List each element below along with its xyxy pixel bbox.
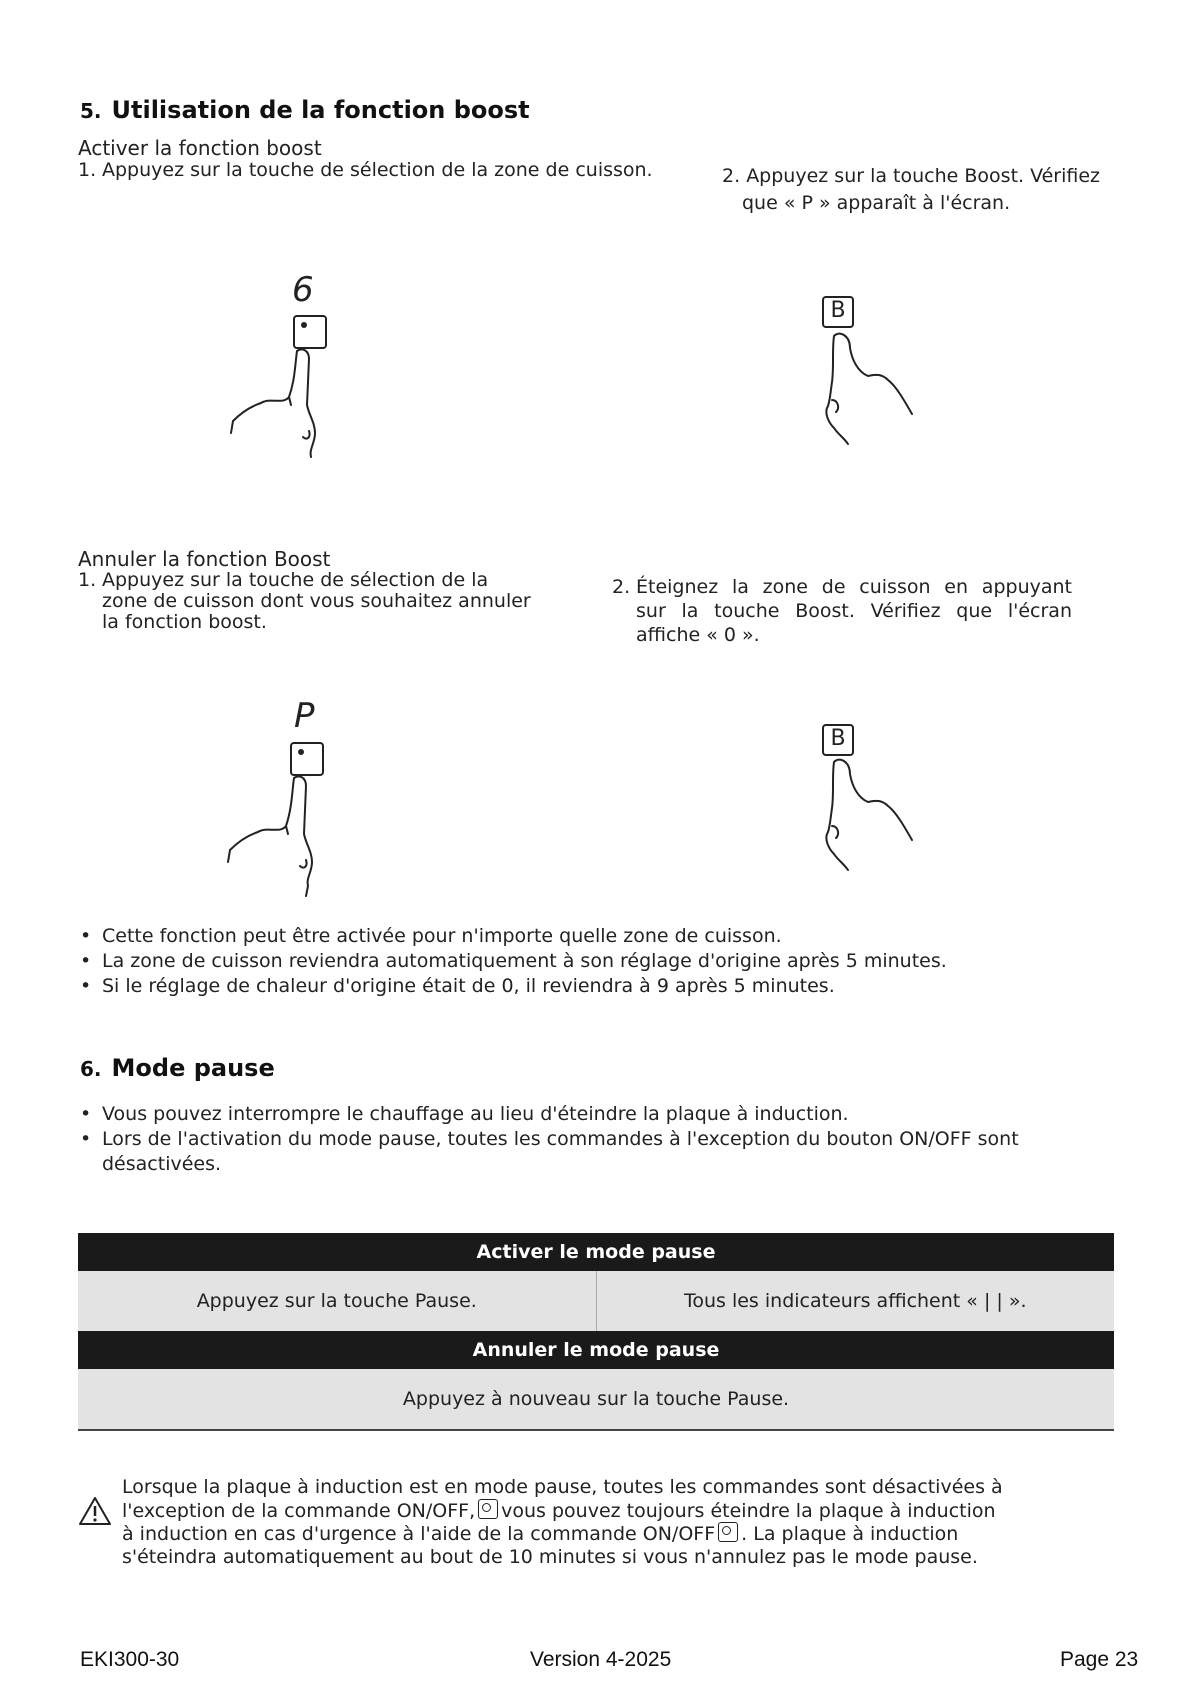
activate-pause-header: Activer le mode pause — [78, 1233, 1114, 1271]
warning-icon — [78, 1496, 112, 1526]
cancel-pause-action: Appuyez à nouveau sur la touche Pause. — [78, 1369, 1114, 1430]
cancel-step-1-line3: la fonction boost. — [102, 611, 267, 633]
zone-select-key — [290, 742, 324, 776]
pause-mode-table — [78, 1233, 1114, 1431]
list-item: • Si le réglage de chaleur d'origine était de 0, il reviendra à 9 après 5 minutes. — [78, 974, 1138, 999]
zone-select-key — [293, 315, 327, 349]
warning-line4: s'éteindra automatiquement au bout de 10 minutes si vous n'annulez pas le mode pause. — [122, 1545, 978, 1568]
pressing-hand-icon — [820, 330, 930, 450]
list-item: • La zone de cuisson reviendra automatiquement à son réglage d'origine après 5 minutes. — [78, 949, 1138, 974]
cancel-pause-header: Annuler le mode pause — [78, 1331, 1114, 1369]
activate-step-2 — [722, 163, 1142, 217]
activate-pause-action: Appuyez sur la touche Pause. — [78, 1271, 596, 1331]
warning-line3a: à induction en cas d'urgence à l'aide de la commande ON/OFF — [122, 1523, 716, 1545]
cancel-step-2 — [612, 575, 1072, 647]
cancel-step-1-line1: Appuyez sur la touche de sélection de la — [102, 569, 489, 591]
cancel-step-2-line1: Éteignez la zone de cuisson en appuyant — [636, 576, 1072, 598]
pressing-hand-icon — [225, 345, 335, 465]
power-icon — [718, 1522, 738, 1542]
boost-key: B — [822, 724, 854, 756]
boost-key: B — [822, 296, 854, 328]
section-6-heading — [80, 1054, 275, 1082]
activate-step-1 — [78, 159, 698, 181]
cancel-step-1-number: 1. — [78, 569, 97, 591]
section-6-title: Mode pause — [111, 1054, 275, 1082]
list-item: • Vous pouvez interrompre le chauffage au lieu d'éteindre la plaque à induction. — [78, 1102, 1078, 1127]
footer-page: Page 23 — [1060, 1648, 1139, 1671]
activate-step-1-text: Appuyez sur la touche de sélection de la zone de cuisson. — [102, 159, 653, 181]
section-6-number: 6. — [80, 1057, 102, 1081]
section-5-number: 5. — [80, 99, 102, 123]
list-item: • Cette fonction peut être activée pour n'importe quelle zone de cuisson. — [78, 924, 1138, 949]
activate-step-2-line1: Appuyez sur la touche Boost. Vérifiez — [746, 165, 1101, 187]
activate-step-2-line2: que « P » apparaît à l'écran. — [742, 192, 1011, 214]
display-digit: 6 — [292, 270, 314, 310]
section-5-title: Utilisation de la fonction boost — [111, 96, 530, 124]
cancel-step-2-line2: sur la touche Boost. Vérifiez que l'écran — [636, 600, 1072, 622]
pressing-hand-icon — [820, 756, 930, 876]
footer-model: EKI300-30 — [80, 1648, 180, 1671]
warning-line2b: vous pouvez toujours éteindre la plaque à induction — [501, 1499, 996, 1522]
activate-step-2-number: 2. — [722, 165, 741, 187]
section-5-heading — [80, 96, 530, 124]
warning-text — [122, 1476, 1122, 1568]
warning-line2a: l'exception de la commande ON/OFF, — [122, 1499, 476, 1522]
pause-mode-list — [78, 1102, 1078, 1177]
cancel-step-1 — [78, 570, 598, 633]
activate-boost-heading: Activer la fonction boost — [78, 136, 322, 160]
footer-version: Version 4-2025 — [530, 1648, 672, 1671]
cancel-step-2-number: 2. — [612, 576, 631, 598]
list-item: • Lors de l'activation du mode pause, toutes les commandes à l'exception du bouton ON/OFF sont désactivées. — [78, 1127, 1078, 1177]
activate-pause-result: Tous les indicateurs affichent « | | ». — [596, 1271, 1114, 1331]
warning-line3b: . La plaque à induction — [741, 1523, 959, 1545]
cancel-boost-heading: Annuler la fonction Boost — [78, 547, 331, 571]
warning-line1: Lorsque la plaque à induction est en mode pause, toutes les commandes sont désactivées à — [122, 1476, 1003, 1498]
cancel-step-1-line2: zone de cuisson dont vous souhaitez annuler — [102, 590, 531, 612]
pressing-hand-icon — [222, 772, 332, 902]
power-icon — [478, 1499, 498, 1519]
boost-notes-list — [78, 924, 1138, 999]
activate-step-1-number: 1. — [78, 159, 97, 181]
cancel-step-2-line3: affiche « 0 ». — [636, 624, 760, 646]
display-letter: P — [294, 696, 315, 736]
